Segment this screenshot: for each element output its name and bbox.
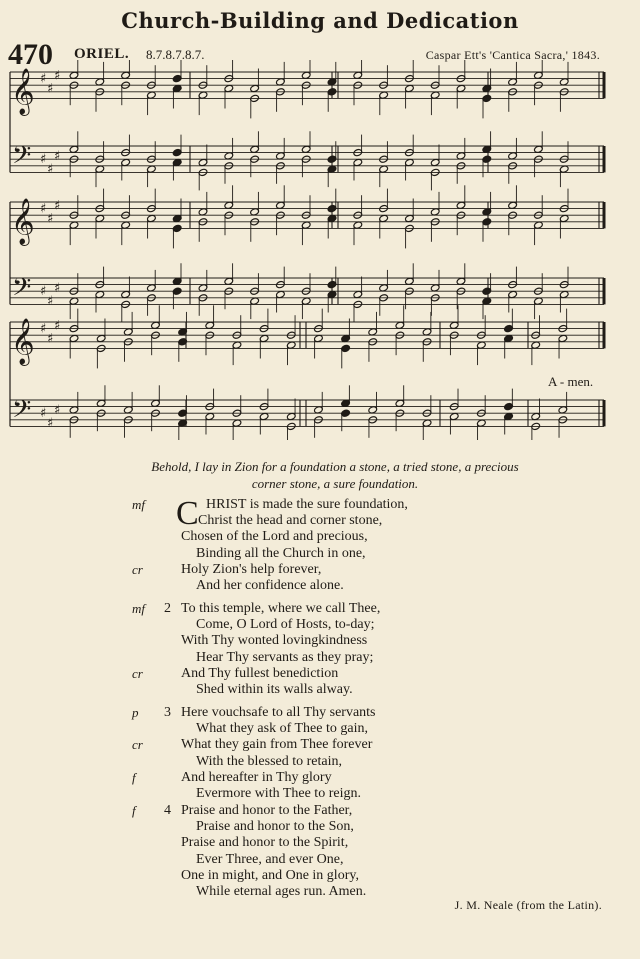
- sharp-sign: ♯: [47, 211, 54, 227]
- sharp-sign: ♯: [54, 198, 61, 214]
- verse-number: 2: [164, 601, 171, 616]
- sharp-sign: ♯: [47, 416, 54, 432]
- treble-clef: 𝄞: [11, 68, 35, 115]
- author-credit: J. M. Neale (from the Latin).: [454, 898, 602, 912]
- scripture-line: Behold, I lay in Zion for a foundation a stone, a tried stone, a precious: [151, 459, 519, 474]
- verse-line: And Thy fullest benediction: [181, 665, 339, 681]
- sharp-sign: ♯: [40, 201, 47, 217]
- bass-clef: 𝄢: [12, 394, 32, 430]
- sharp-sign: ♯: [54, 148, 61, 164]
- verse-number: 4: [164, 803, 171, 818]
- verse-line: And her confidence alone.: [196, 578, 344, 593]
- verse-line: And hereafter in Thy glory: [181, 769, 332, 785]
- hymn-number: 470: [8, 38, 53, 71]
- verse-line: One in might, and One in glory,: [181, 867, 359, 883]
- dynamic-marking: mf: [132, 497, 145, 512]
- meter: 8.7.8.7.8.7.: [146, 47, 205, 62]
- verse-line: While eternal ages run. Amen.: [196, 884, 367, 899]
- scripture-line: corner stone, a sure foundation.: [251, 476, 419, 491]
- verse-line: With Thy wonted lovingkindness: [181, 633, 368, 649]
- sharp-sign: ♯: [54, 318, 61, 334]
- verse-line: Holy Zion's help forever,: [181, 561, 322, 577]
- verse-line: With the blessed to retain,: [196, 753, 343, 769]
- verse-line: Praise and honor to the Spirit,: [181, 835, 349, 851]
- drop-cap: C: [176, 495, 199, 532]
- sharp-sign: ♯: [47, 81, 54, 97]
- sharp-sign: ♯: [54, 68, 61, 84]
- verse-line: HRIST is made the sure foundation,: [206, 497, 408, 512]
- verse-line: Ever Three, and ever One,: [196, 851, 344, 867]
- music-score: [0, 60, 640, 440]
- verse-number: 3: [164, 705, 171, 720]
- tune-name: ORIEL.: [74, 46, 130, 62]
- dynamic-marking: cr: [132, 737, 143, 753]
- verse-line: Shed within its walls alway.: [196, 682, 353, 697]
- verse-line: What they gain from Thee forever: [181, 737, 373, 753]
- dynamic-marking: p: [132, 705, 139, 720]
- verse-line: What they ask of Thee to gain,: [196, 721, 368, 737]
- dynamic-marking: cr: [132, 561, 143, 577]
- bass-clef: 𝄢: [12, 140, 32, 176]
- sharp-sign: ♯: [54, 280, 61, 296]
- sharp-sign: ♯: [47, 294, 54, 310]
- treble-clef: 𝄞: [11, 318, 35, 365]
- verse-line: Praise and honor to the Son,: [196, 819, 354, 835]
- scripture-epigraph: [60, 458, 610, 492]
- sharp-sign: ♯: [40, 152, 47, 168]
- verse-line: To this temple, where we call Thee,: [181, 601, 381, 616]
- verse-line: Evermore with Thee to reign.: [196, 786, 361, 801]
- treble-clef: 𝄞: [11, 198, 35, 245]
- sharp-sign: ♯: [40, 406, 47, 422]
- sharp-sign: ♯: [47, 162, 54, 178]
- verse-line: Binding all the Church in one,: [196, 545, 366, 561]
- sharp-sign: ♯: [40, 321, 47, 337]
- verse-line: Here vouchsafe to all Thy servants: [181, 705, 376, 720]
- dynamic-marking: cr: [132, 665, 143, 681]
- verse-line: Chosen of the Lord and precious,: [181, 529, 368, 545]
- verse-line: Praise and honor to the Father,: [181, 803, 353, 818]
- dynamic-marking: f: [132, 803, 136, 818]
- sharp-sign: ♯: [54, 402, 61, 418]
- verse-line: Hear Thy servants as they pray;: [196, 649, 374, 665]
- verse-line: Come, O Lord of Hosts, to-day;: [196, 617, 375, 633]
- dynamic-marking: f: [132, 769, 136, 785]
- bass-clef: 𝄢: [12, 272, 32, 308]
- amen-lyric: A - men.: [548, 374, 594, 389]
- running-head: Church-Building and Dedication: [121, 8, 519, 33]
- verse-line: Christ the head and corner stone,: [198, 513, 383, 529]
- sharp-sign: ♯: [40, 284, 47, 300]
- sharp-sign: ♯: [47, 331, 54, 347]
- sharp-sign: ♯: [40, 71, 47, 87]
- dynamic-marking: mf: [132, 601, 145, 616]
- composer-credit: Caspar Ett's 'Cantica Sacra,' 1843.: [425, 48, 600, 62]
